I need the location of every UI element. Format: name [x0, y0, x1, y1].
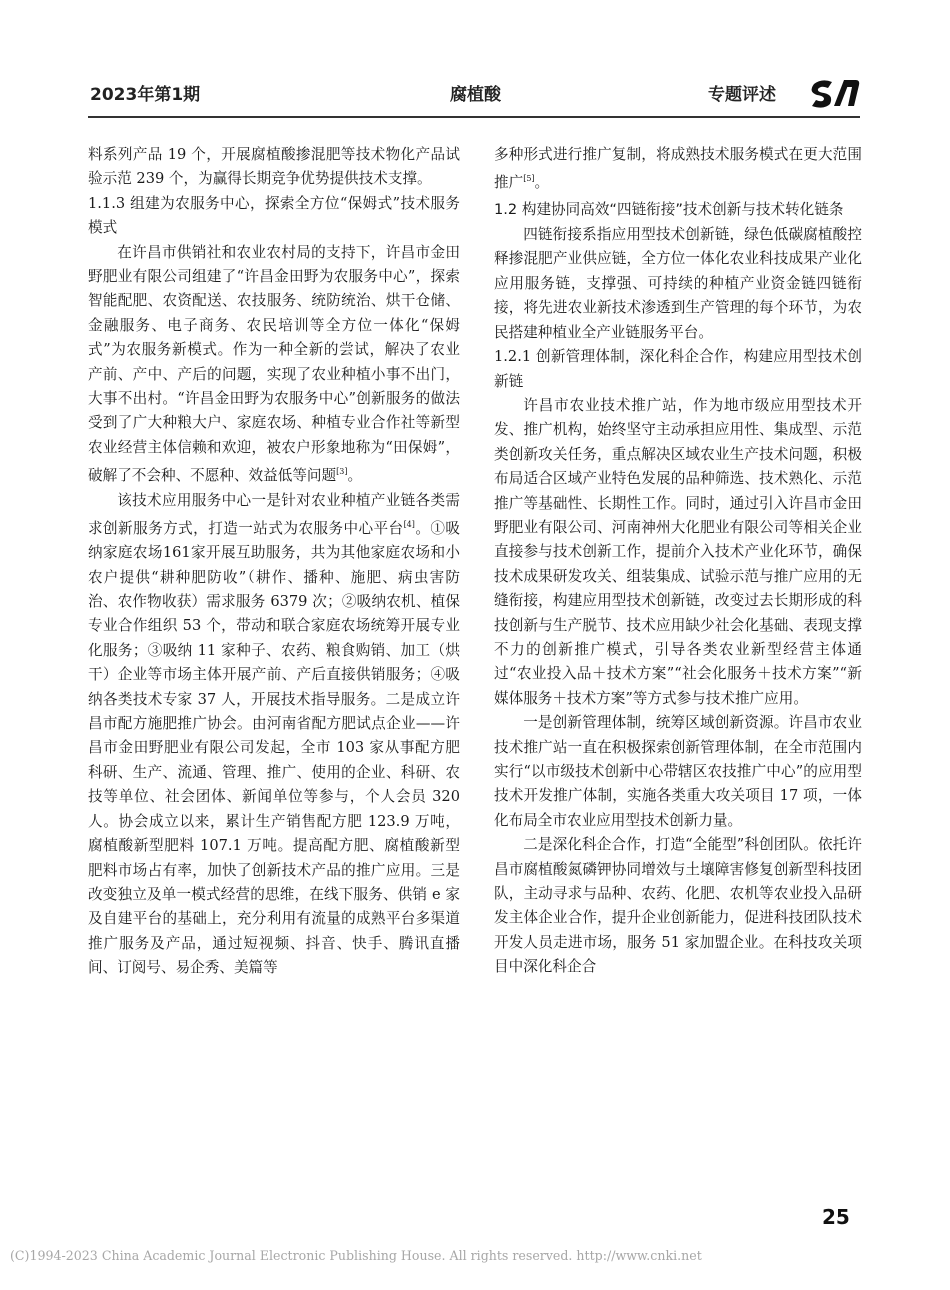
copyright-footer: (C)1994-2023 China Academic Journal Electronic Publishing House. All rights reserved. http://www.cnki.net — [10, 1248, 702, 1263]
paragraph — [88, 489, 460, 981]
citation-ref: [4] — [403, 519, 415, 529]
paragraph: 料系列产品 19 个，开展腐植酸掺混肥等技术物化产品试验示范 239 个，为赢得长期竞争优势提供技术支撑。 — [88, 146, 460, 188]
section-heading-1-2-1: 1.2.1 创新管理体制，深化科企合作，构建应用型技术创新链 — [494, 348, 862, 390]
paragraph-text: 。①吸纳家庭农场161家开展互助服务，共为其他家庭农场和小农户提供“耕种肥防收”（耕作、播种、施肥、病虫害防治、农作物收获）需求服务 6379 次；②吸纳农机、植保专业合作组织 53 个，带动和联合家庭农场统筹开展专业化服务；③吸纳 11 家种子、农药、粮食购销、加工（烘干）企业等市场主体开展产前、产后直接供销服务；④吸纳各类技术专家 37 人，开展技术指导服务。二是成立许昌市配方施肥推广协会。由河南省配方肥试点企业——许昌市金田野肥业有限公司发起，全市 103 家从事配方肥科研、生产、流通、管理、推广、使用的企业、科研、农技等单位、社会团体、新闻单位等参与，个人会员 320 人。协会成立以来，累计生产销售配方肥 123.9 万吨，腐植酸新型肥料 107.1 万吨。提高配方肥、腐植酸新型肥料市场占有率，加快了创新技术产品的推广应用。三是改变独立及单一模式经营的思维，在线下服务、供销 e 家及自建平台的基础上，充分利用有流量的成熟平台多渠道推广服务及产品，通过短视频、抖音、快手、腾讯直播间、订阅号、易企秀、美篇等 — [88, 519, 460, 977]
paragraph: 二是深化科企合作，打造“全能型”科创团队。依托许昌市腐植酸氮磷钾协同增效与土壤障害修复创新型科技团队，主动寻求与品种、农药、化肥、农机等农业投入品研发主体企业合作，提升企业创新能力，促进科技团队技术开发人员走进市场，服务 51 家加盟企业。在科技攻关项目中深化科企合 — [494, 836, 862, 976]
issue-label: 2023年第1期 — [90, 85, 201, 105]
citation-ref: [5] — [523, 174, 535, 184]
paragraph: 四链衔接系指应用型技术创新链，绿色低碳腐植酸控释掺混肥产业供应链，全方位一体化农业科技成果产业化应用服务链，支撑强、可持续的种植产业资金链四链衔接，将先进农业新技术渗透到生产管理的每个环节，为农民搭建种植业全产业链服务平台。 — [494, 226, 862, 341]
page-number: 25 — [822, 1205, 850, 1229]
journal-logo-icon — [808, 76, 860, 110]
section-label: 专题评述 — [708, 85, 776, 105]
paragraph: 许昌市农业技术推广站，作为地市级应用型技术开发、推广机构，始终坚守主动承担应用性、集成型、示范类创新攻关任务，重点解决区域农业生产技术问题，积极布局适合区域产业特色发展的品种筛选、技术熟化、示范推广等基础性、长期性工作。同时，通过引入许昌市金田野肥业有限公司、河南神州大化肥业有限公司等相关企业直接参与技术创新工作，提前介入技术产业化环节，确保技术成果研发攻关、组装集成、试验示范与推广应用的无缝衔接，构建应用型技术创新链，改变过去长期形成的科技创新与生产脱节、技术应用缺少社会化基础、表现支撑不力的创新推广模式，引导各类农业新型经营主体通过“农业投入品＋技术方案”“社会化服务＋技术方案”“新媒体服务＋技术方案”等方式参与技术推广应用。 — [494, 396, 862, 707]
paragraph — [494, 143, 862, 196]
section-heading-1-2: 1.2 构建协同高效“四链衔接”技术创新与技术转化链条 — [494, 200, 844, 218]
paragraph-end: 。 — [347, 467, 363, 485]
section-heading-1-1-3: 1.1.3 组建为农服务中心，探索全方位“保姆式”技术服务模式 — [88, 194, 460, 237]
right-column — [494, 143, 862, 980]
header-rule — [88, 116, 860, 118]
paragraph-text: 该技术应用服务中心一是针对农业种植产业链各类需求创新服务方式，打造一站式为农服务中心平台 — [88, 491, 460, 537]
paragraph — [88, 241, 460, 489]
paragraph-text: 在许昌市供销社和农业农村局的支持下，许昌市金田野肥业有限公司组建了“许昌金田野为农服务中心”，探索智能配肥、农资配送、农技服务、统防统治、烘干仓储、金融服务、电子商务、农民培训等全方位一体化“保姆式”为农服务新模式。作为一种全新的尝试，解决了农业产前、产中、产后的问题，实现了农业种植小事不出门，大事不出村。“许昌金田野为农服务中心”创新服务的做法受到了广大种粮大户、家庭农场、种植专业合作社等新型农业经营主体信赖和欢迎，被农户形象地称为“田保姆”，破解了不会种、不愿种、效益低等问题 — [88, 243, 460, 485]
left-column — [88, 143, 460, 981]
paragraph-end: 。 — [534, 174, 550, 192]
page-header — [88, 76, 860, 110]
paragraph: 一是创新管理体制，统筹区域创新资源。许昌市农业技术推广站一直在积极探索创新管理体制，在全市范围内实行“以市级技术创新中心带辖区农技推广中心”的应用型技术开发推广体制，实施各类重大攻关项目 17 项，一体化布局全市农业应用型技术创新力量。 — [494, 714, 862, 829]
paragraph-text: 多种形式进行推广复制，将成熟技术服务模式在更大范围推广 — [494, 146, 862, 192]
journal-title: 腐植酸 — [450, 85, 501, 105]
citation-ref: [3] — [336, 467, 348, 477]
